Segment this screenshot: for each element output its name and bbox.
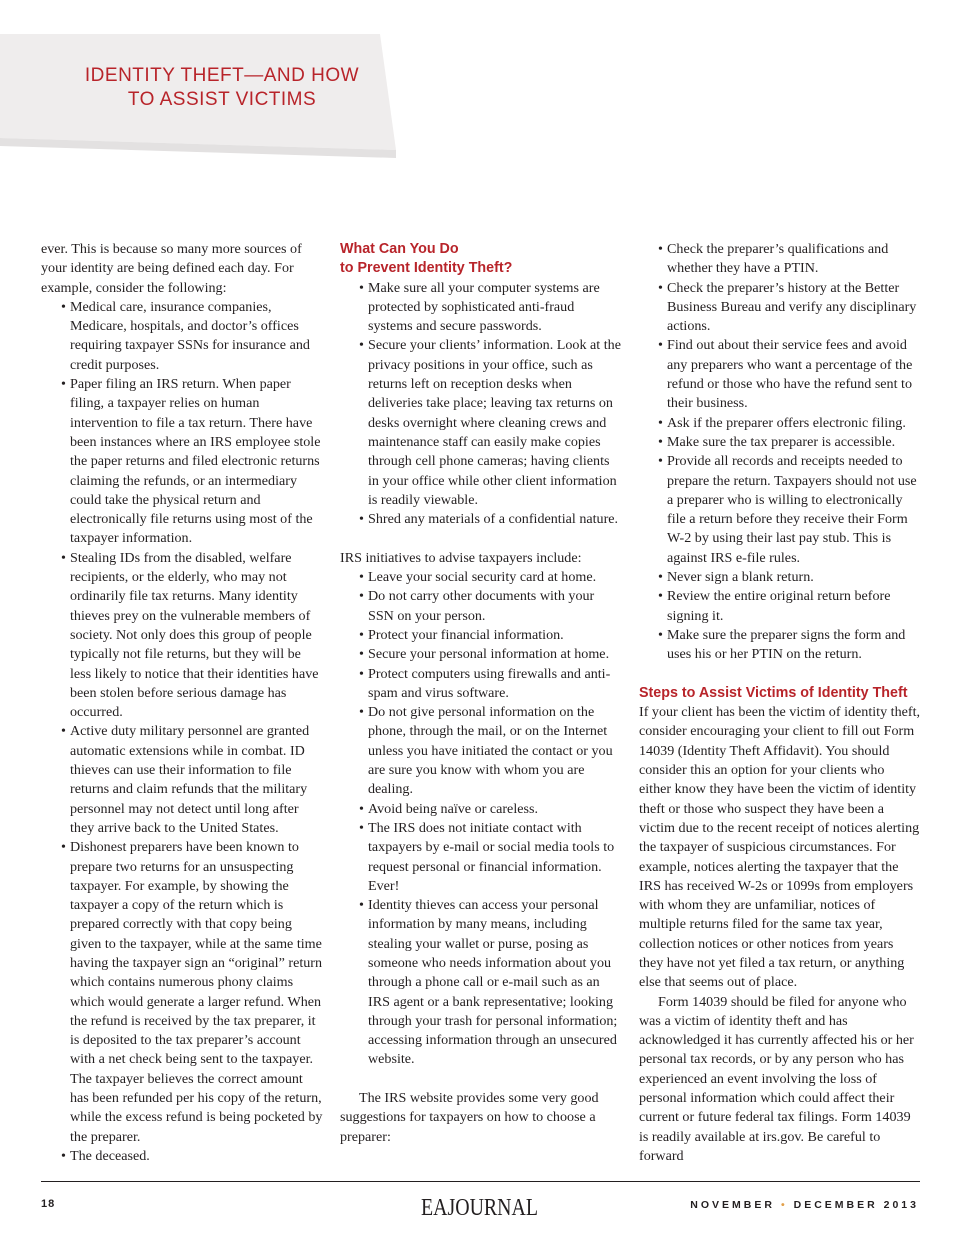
column-2 bbox=[340, 240, 622, 1147]
irs-initiatives-intro: IRS initiatives to advise taxpayers include: bbox=[340, 549, 582, 566]
list-item: • Medical care, insurance companies, Medicare, hospitals, and doctor’s offices requiring taxpayer SSNs for insurance and credit purposes. bbox=[41, 298, 323, 375]
preparer-tips-list bbox=[639, 240, 920, 665]
list-item: • Make sure all your computer systems are protected by sophisticated anti-fraud systems and secure passwords. bbox=[340, 279, 622, 337]
list-item: • Avoid being naïve or careless. bbox=[340, 800, 622, 819]
list-item: • Find out about their service fees and avoid any preparers who want a percentage of the refund or those who have the refund sent to their business. bbox=[639, 336, 920, 413]
section-title-line2: TO ASSIST VICTIMS bbox=[127, 89, 317, 110]
page-number: 18 bbox=[41, 1198, 56, 1210]
col1-intro: ever. This is because so many more sources of your identity are being defined each day. For example, consider the following: bbox=[41, 241, 302, 296]
prevent-heading-line2: to Prevent Identity Theft? bbox=[340, 260, 513, 277]
prevent-heading bbox=[340, 240, 622, 279]
list-item: • Check the preparer’s history at the Better Business Bureau and verify any disciplinary actions. bbox=[639, 279, 920, 337]
list-item: • Leave your social security card at home. bbox=[340, 568, 622, 587]
list-item: • Do not carry other documents with your SSN on your person. bbox=[340, 587, 622, 626]
list-item: • Protect computers using firewalls and anti-spam and virus software. bbox=[340, 665, 622, 704]
separator-dot-icon: • bbox=[780, 1199, 788, 1211]
section-title-line1: IDENTITY THEFT—AND HOW bbox=[84, 65, 360, 86]
list-item: • Secure your personal information at home. bbox=[340, 645, 622, 664]
footer-rule bbox=[41, 1181, 920, 1182]
column-1 bbox=[41, 240, 323, 1166]
assist-victims-heading: Steps to Assist Victims of Identity Theft bbox=[639, 684, 908, 701]
irs-initiatives-list bbox=[340, 568, 622, 1070]
ea-journal-logo bbox=[421, 1193, 539, 1221]
list-item: • Make sure the tax preparer is accessible. bbox=[639, 433, 920, 452]
list-item: • Provide all records and receipts needed to prepare the return. Taxpayers should not use a preparer who is willing to electronically file a return before they receive their Form W-2 by using their last pay stub. This is against IRS e-file rules. bbox=[639, 452, 920, 568]
assist-victims-paragraph-1: If your client has been the victim of identity theft, consider encouraging your client to fill out Form 14039 (Identity Theft Affidavit). You should consider this an option for your clients who either know they have been the victim of identity theft or those who suspect they have been a victim due to the recent receipt of notices alerting the taxpayer of suspicious circumstances. For example, notices alerting the taxpayer that the IRS has received W-2s or 1099s from employers with whom they are unfamiliar, notices of multiple returns filed for the same tax year, collection notices or other notices from years they have not yet filed a tax return, or anything else that seems out of place. bbox=[639, 704, 921, 991]
col1-bullet-list bbox=[41, 298, 323, 1166]
column-3 bbox=[639, 240, 920, 1166]
list-item: • Paper filing an IRS return. When paper filing, a taxpayer relies on human intervention to file a tax return. There have been instances where an IRS employee stole the paper returns and filed electronic returns claiming the refunds, or an intermediary could take the physical return and electronically file returns using most of the taxpayer information. bbox=[41, 375, 323, 549]
list-item: • Identity thieves can access your personal information by many means, including stealing your wallet or purse, posing as someone who needs information about you through a phone call or e-mail such as an IRS agent or a bank representative; looking through your trash for personal information; accessing information through an unsecured website. bbox=[340, 896, 622, 1070]
list-item: • Ask if the preparer offers electronic filing. bbox=[639, 414, 920, 433]
issue-month: NOVEMBER bbox=[690, 1199, 775, 1211]
section-title bbox=[52, 64, 392, 112]
list-item: • Check the preparer’s qualifications and whether they have a PTIN. bbox=[639, 240, 920, 279]
logo-text: EAJOURNAL bbox=[421, 1195, 538, 1221]
prevent-heading-line1: What Can You Do bbox=[340, 241, 459, 257]
list-item: • Review the entire original return before signing it. bbox=[639, 587, 920, 626]
list-item: • Active duty military personnel are granted automatic extensions while in combat. ID thieves can use their information to file returns and claim refunds that the military personnel may not detect until long after they arrive back to the United States. bbox=[41, 722, 323, 838]
list-item: • The deceased. bbox=[41, 1147, 323, 1166]
issue-date bbox=[690, 1199, 919, 1211]
list-item: • Dishonest preparers have been known to prepare two returns for an unsuspecting taxpayer. For example, by showing the taxpayer a copy of the return which is prepared correctly with that copy being given to the taxpayer, while at the same time having the taxpayer sign an “original” return which contains numerous phony claims which would generate a larger refund. When the refund is received by the tax preparer, it is deposited to the tax preparer’s account with a net check being sent to the taxpayer. The taxpayer believes the correct amount has been refunded per his copy of the return, while the excess refund is being pocketed by the preparer. bbox=[41, 838, 323, 1147]
issue-rest: DECEMBER 2013 bbox=[793, 1199, 919, 1211]
list-item: • Protect your financial information. bbox=[340, 626, 622, 645]
list-item: • The IRS does not initiate contact with taxpayers by e-mail or social media tools to request personal or financial information. Ever! bbox=[340, 819, 622, 896]
list-item: • Do not give personal information on the phone, through the mail, or on the Internet unless you have initiated the contact or you are sure you know with whom you are dealing. bbox=[340, 703, 622, 799]
list-item: • Shred any materials of a confidential nature. bbox=[340, 510, 622, 529]
assist-victims-paragraph-2: Form 14039 should be filed for anyone who was a victim of identity theft and has acknowledged it has currently affected his or her personal tax records, or by any person who has experienced an event involving the loss of personal information which could affect their current or future federal tax filings. Form 14039 is readily available at irs.gov. Be careful to forward bbox=[639, 993, 914, 1164]
prevent-bullet-list bbox=[340, 279, 622, 530]
list-item: • Stealing IDs from the disabled, welfare recipients, or the elderly, who may not ordinarily file tax returns. Many identity thieves prey on the vulnerable members of society. Not only does this group of people typically not file returns, but they will be less likely to notice that their identities have been stolen before serious damage has occurred. bbox=[41, 549, 323, 723]
list-item: • Secure your clients’ information. Look at the privacy positions in your office, such as returns left on reception desks when deliveries take place; leaving tax returns on desks overnight where cleaning crews and maintenance staff can easily make copies through cell phone cameras; having clients in your office while other client information is readily viewable. bbox=[340, 336, 622, 510]
choose-preparer-intro: The IRS website provides some very good suggestions for taxpayers on how to choose a preparer: bbox=[340, 1090, 599, 1145]
list-item: • Make sure the preparer signs the form and uses his or her PTIN on the return. bbox=[639, 626, 920, 665]
list-item: • Never sign a blank return. bbox=[639, 568, 920, 587]
